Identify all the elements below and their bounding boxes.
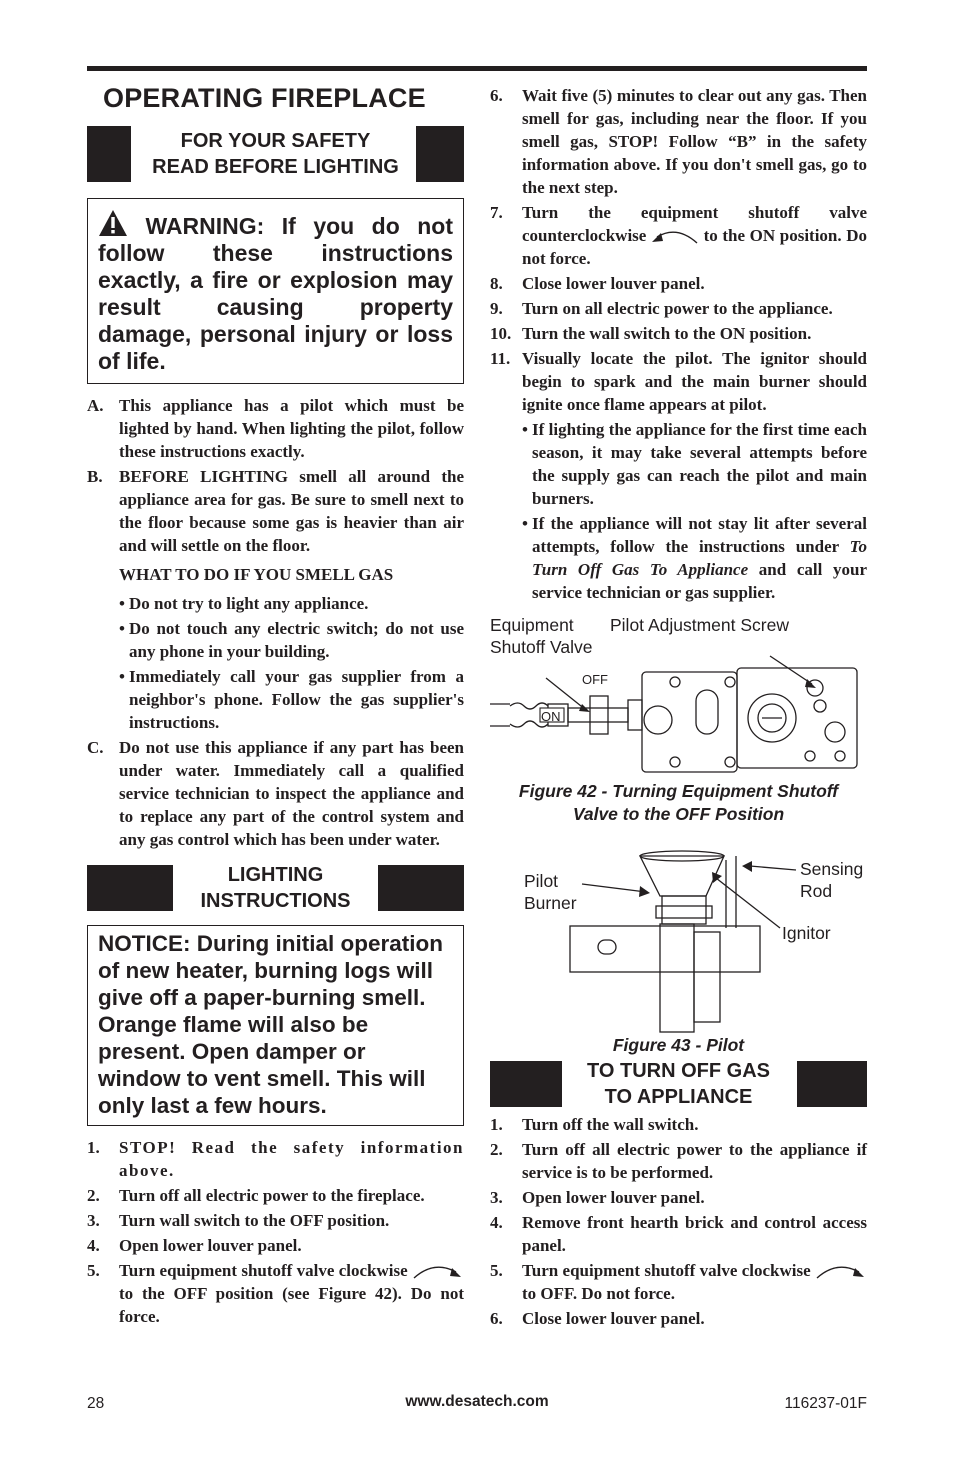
list-item: 5. Turn equipment shutoff valve clockwise to the OFF position (see Figure 42). Do not force. bbox=[87, 1261, 464, 1327]
list-item: • Do not try to light any appliance. bbox=[119, 594, 369, 613]
fig42-label-off: OFF bbox=[582, 672, 608, 688]
list-item: 1. Turn off the wall switch. bbox=[490, 1115, 699, 1135]
turnoff-banner-line-2: TO APPLIANCE bbox=[604, 1086, 753, 1109]
list-item: 2. Turn off all electric power to the fireplace. bbox=[87, 1186, 425, 1205]
fig42-label-screw: Pilot Adjustment Screw bbox=[610, 615, 789, 636]
warning-text: If you do not follow these instructions exactly, a fire or explosion may result causing property damage, personal injury or loss of life. bbox=[98, 213, 454, 374]
list-item: A. This appliance has a pilot which must be lighted by hand. When lighting the pilot, follow these instructions exactly. bbox=[87, 396, 464, 461]
smell-gas-bullets bbox=[119, 592, 464, 734]
step11-bullets bbox=[522, 418, 867, 604]
lighting-banner bbox=[87, 865, 464, 911]
list-item: 1. STOP! Read the safety information above. bbox=[87, 1138, 464, 1180]
warning-box bbox=[87, 198, 464, 384]
list-item: 9. Turn on all electric power to the appliance. bbox=[490, 299, 833, 319]
figure-43 bbox=[490, 848, 867, 1034]
smell-gas-heading: WHAT TO DO IF YOU SMELL GAS bbox=[119, 565, 394, 584]
list-item: 6. Close lower louver panel. bbox=[490, 1309, 705, 1329]
fig42-label-valve: Equipment Shutoff Valve bbox=[490, 615, 593, 658]
lighting-steps-left bbox=[87, 1136, 464, 1328]
list-item: 2. Turn off all electric power to the appliance if service is to be performed. bbox=[490, 1140, 867, 1183]
lighting-steps-right bbox=[490, 84, 867, 604]
page-title: OPERATING FIREPLACE bbox=[103, 83, 426, 113]
turnoff-banner-line-1: TO TURN OFF GAS bbox=[587, 1060, 770, 1083]
notice-text: NOTICE: During initial operation of new heater, burning logs will give off a paper-burning smell. Orange flame will also be present. Open damper or window to vent smell. This will only last a few hours. bbox=[98, 931, 443, 1118]
figure-43-caption: Figure 43 - Pilot bbox=[612, 1035, 745, 1056]
right-column bbox=[490, 84, 867, 1330]
clockwise-arrow-icon bbox=[412, 1262, 464, 1282]
turnoff-steps bbox=[490, 1113, 867, 1330]
left-column bbox=[87, 78, 464, 1328]
pilot-illustration bbox=[490, 848, 867, 1034]
list-item: • Immediately call your gas supplier from a neighbor's phone. Follow the gas supplier's instructions. bbox=[119, 667, 464, 732]
lighting-banner-line-1: LIGHTING bbox=[227, 864, 324, 886]
figure-42 bbox=[490, 614, 867, 774]
safety-banner-line-2: READ BEFORE LIGHTING bbox=[152, 156, 399, 178]
list-item: B. BEFORE LIGHTING smell all around the appliance area for gas. Be sure to smell next to the floor because some gas is heavier than air and will settle on the floor. bbox=[87, 467, 464, 555]
list-item: 5. Turn equipment shutoff valve clockwise to OFF. Do not force. bbox=[490, 1259, 867, 1305]
list-item: C. Do not use this appliance if any part has been under water. Immediately call a qualified service technician to inspect the appliance and to replace any part of the control system and any gas control which has been under water. bbox=[87, 738, 464, 849]
figure-42-caption: Figure 42 - Turning Equipment Shutoff Valve to the OFF Position bbox=[518, 781, 839, 825]
top-rule bbox=[87, 66, 867, 71]
doc-number: 116237-01F bbox=[784, 1395, 867, 1412]
fig42-label-on: ON bbox=[541, 709, 561, 725]
warning-triangle-icon bbox=[98, 209, 128, 237]
safety-list bbox=[87, 394, 464, 851]
list-item: 4. Open lower louver panel. bbox=[87, 1236, 302, 1255]
list-item: 3. Open lower louver panel. bbox=[490, 1188, 705, 1208]
warning-lead: WARNING: bbox=[145, 213, 265, 239]
page-number: 28 bbox=[87, 1395, 105, 1412]
list-item: • If the appliance will not stay lit after several attempts, follow the instructions under To Turn Off Gas To Appliance and call your service technician or gas supplier. bbox=[522, 514, 867, 603]
list-item: 7. Turn the equipment shutoff valve counterclockwise to the ON position. Do not force. bbox=[490, 203, 868, 269]
turnoff-banner bbox=[490, 1061, 867, 1107]
counterclockwise-arrow-icon bbox=[651, 227, 699, 247]
list-item: 10. Turn the wall switch to the ON position. bbox=[490, 324, 812, 344]
list-item: 8. Close lower louver panel. bbox=[490, 274, 705, 294]
fig43-label-pilot: Pilot Burner bbox=[524, 871, 577, 914]
fig43-label-ignitor: Ignitor bbox=[782, 923, 831, 944]
clockwise-arrow-icon bbox=[815, 1262, 867, 1282]
list-item: 6. Wait five (5) minutes to clear out any gas. Then smell for gas, including near the floor. If you smell gas, STOP! Follow “B” in the safety information above. If you don't smell gas, go to the next step. bbox=[490, 86, 867, 197]
safety-banner-line-1: FOR YOUR SAFETY bbox=[180, 130, 371, 152]
list-item: 4. Remove front hearth brick and control access panel. bbox=[490, 1213, 867, 1256]
list-item: 3. Turn wall switch to the OFF position. bbox=[87, 1211, 390, 1230]
safety-banner bbox=[87, 126, 464, 182]
list-item: 11. Visually locate the pilot. The ignitor should begin to spark and the main burner should ignite once flame appears at pilot. bbox=[490, 349, 867, 415]
fig43-label-rod: Sensing Rod bbox=[800, 859, 864, 902]
list-item: • If lighting the appliance for the first time each season, it may take several attempts before the supply gas can reach the pilot and main burners. bbox=[522, 420, 867, 509]
notice-box bbox=[87, 925, 464, 1126]
footer-website: www.desatech.com bbox=[405, 1393, 549, 1410]
gas-valve-illustration bbox=[490, 634, 867, 774]
lighting-banner-line-2: INSTRUCTIONS bbox=[200, 890, 351, 912]
list-item: • Do not touch any electric switch; do not use any phone in your building. bbox=[119, 619, 464, 661]
